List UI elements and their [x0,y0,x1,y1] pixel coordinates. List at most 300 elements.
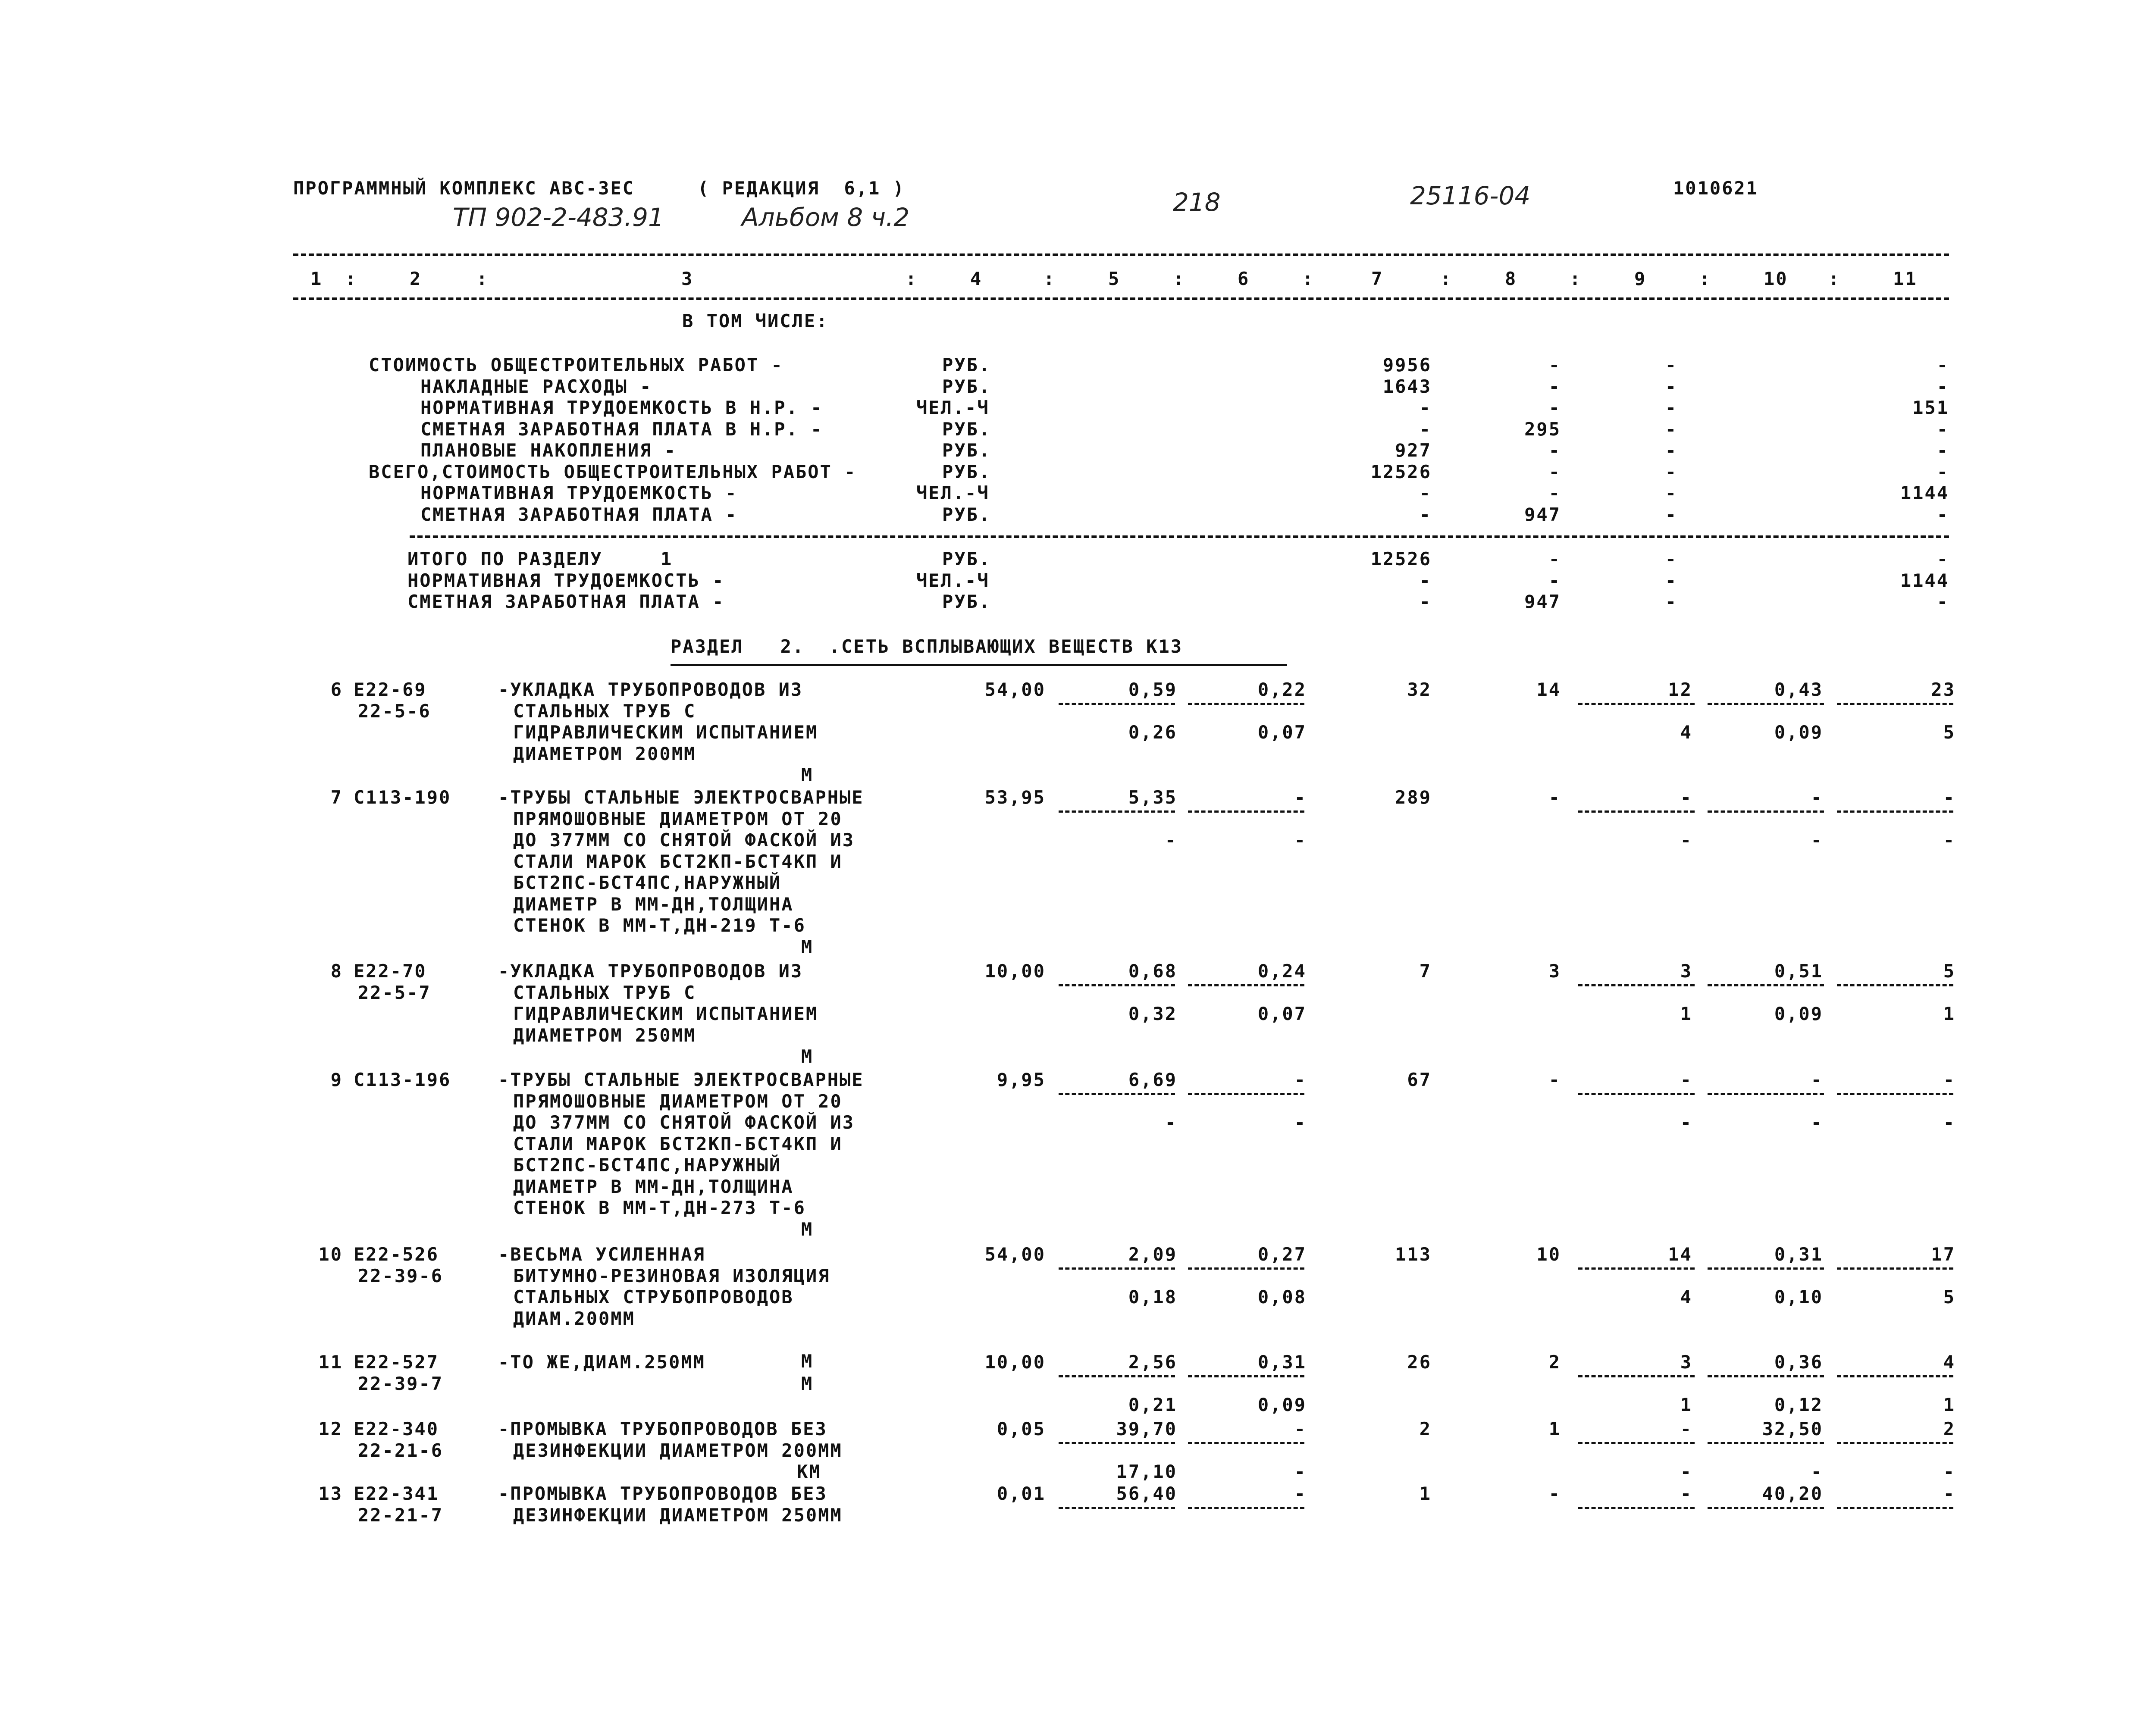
item-description-line: СТАЛЬНЫХ СТРУБОПРОВОДОВ [513,1286,794,1308]
item-col9: 3 [1680,961,1692,982]
item-unit-cost: 6,69 [1128,1069,1177,1090]
tp-number-handwritten: ТП 902-2-483.91 [453,203,664,232]
column-separator: : [1440,268,1453,289]
total-col9: - [1665,591,1677,612]
summary-col8: - [1548,397,1561,418]
summary-unit: РУБ. [942,461,991,482]
item-total-cost: 113 [1395,1244,1432,1265]
item-description-line: СТАЛИ МАРОК БСТ2КП-БСТ4КП И [513,851,843,872]
item-description-line: -ТРУБЫ СТАЛЬНЫЕ ЭЛЕКТРОСВАРНЫЕ [498,1069,864,1090]
item-total-wage: - [1548,1483,1561,1504]
item-unit-wage-secondary: - [1294,1461,1307,1482]
item-unit: М [801,764,814,785]
summary-label: СМЕТНАЯ ЗАРАБОТНАЯ ПЛАТА - [420,504,738,525]
item-unit-wage: 0,22 [1257,679,1307,700]
item-quantity: 0,01 [997,1483,1046,1504]
item-number: 10 [318,1244,343,1265]
column-separator: : [1570,268,1582,289]
item-separator [1578,1375,1695,1377]
item-quantity: 54,00 [984,679,1046,700]
item-separator [1578,1442,1695,1444]
item-quantity: 9,95 [997,1069,1046,1090]
item-quantity: 10,00 [984,1352,1046,1373]
total-col8: 947 [1524,591,1561,612]
summary-col11: 151 [1912,397,1949,418]
item-col11-secondary: 5 [1943,1286,1955,1308]
header-bottom-rule [293,297,1949,300]
total-col7: 12526 [1370,548,1432,569]
summary-col11: 1144 [1900,482,1949,504]
item-description-line: -ТРУБЫ СТАЛЬНЫЕ ЭЛЕКТРОСВАРНЫЕ [498,787,864,808]
item-subcode: 22-21-7 [358,1504,444,1526]
item-total-cost: 7 [1419,961,1432,982]
summary-col8: - [1548,461,1561,482]
item-col9-secondary: 1 [1680,1003,1692,1024]
item-unit: М [801,1046,814,1067]
summary-col8: - [1548,482,1561,504]
column-number: 10 [1764,268,1788,289]
column-number: 6 [1238,268,1250,289]
summary-unit: ЧЕЛ.-Ч [916,482,990,504]
item-unit-wage-secondary: 0,08 [1257,1286,1307,1308]
item-separator [1059,810,1175,813]
total-label: НОРМАТИВНАЯ ТРУДОЕМКОСТЬ - [407,569,725,591]
item-col10: 40,20 [1762,1483,1823,1504]
summary-separator [410,535,1949,538]
item-description-line: ДИАМЕТРОМ 200ММ [513,743,696,764]
item-unit-cost: 2,56 [1128,1352,1177,1373]
summary-label: ПЛАНОВЫЕ НАКОПЛЕНИЯ - [420,440,677,461]
item-unit-cost: 5,35 [1128,787,1177,808]
item-unit: М [801,936,814,957]
item-unit-cost: 39,70 [1116,1418,1177,1439]
summary-unit: РУБ. [942,375,991,397]
item-col9-secondary: - [1680,829,1692,851]
item-col9-secondary: 4 [1680,722,1692,743]
item-separator [1578,984,1695,986]
item-col11-secondary: - [1943,1461,1955,1482]
summary-col8: - [1548,375,1561,397]
item-total-wage: - [1548,787,1561,808]
item-separator [1708,1093,1824,1095]
summary-label: НАКЛАДНЫЕ РАСХОДЫ - [420,375,652,397]
item-col11: - [1943,1069,1955,1090]
total-section-number: 1 [661,548,673,569]
item-total-wage: - [1548,1069,1561,1090]
document-code: 1010621 [1673,178,1759,199]
item-separator [1837,1507,1953,1509]
column-separator: : [906,268,918,289]
item-separator [1188,1375,1304,1377]
summary-col11: - [1937,354,1949,375]
item-description-line: ДИАМ.200ММ [513,1308,635,1329]
item-col9: - [1680,1483,1692,1504]
column-separator: : [476,268,489,289]
item-separator [1188,984,1304,986]
item-col11: - [1943,1483,1955,1504]
item-description-line: ДО 377ММ СО СНЯТОЙ ФАСКОЙ ИЗ [513,829,855,851]
item-separator [1708,1507,1824,1509]
item-unit-cost-secondary: 0,18 [1128,1286,1177,1308]
item-number: 12 [318,1418,343,1439]
total-col11: - [1937,591,1949,612]
item-description-line: ГИДРАВЛИЧЕСКИМ ИСПЫТАНИЕМ [513,722,818,743]
item-col11: - [1943,787,1955,808]
summary-col7: 9956 [1382,354,1432,375]
item-unit: М [801,1350,814,1372]
item-unit-cost-secondary: - [1165,1112,1177,1133]
item-col10-secondary: 0,09 [1774,722,1823,743]
summary-col9: - [1665,375,1677,397]
column-separator: : [1828,268,1841,289]
column-number: 3 [681,268,694,289]
item-col9: - [1680,787,1692,808]
item-subcode: 22-5-6 [358,700,431,722]
item-code: Е22-69 [354,679,427,700]
item-separator [1578,703,1695,705]
item-unit-wage: - [1294,1483,1307,1504]
item-unit-wage-secondary: - [1294,829,1307,851]
item-separator [1837,703,1953,705]
item-col9-secondary: - [1680,1112,1692,1133]
item-col10-secondary: - [1811,1112,1823,1133]
item-total-wage: 2 [1548,1352,1561,1373]
section-title-underline [671,664,1287,666]
column-number: 11 [1893,268,1918,289]
item-col11: 17 [1931,1244,1955,1265]
item-description-line: ДИАМЕТРОМ 250ММ [513,1024,696,1046]
item-separator [1059,1267,1175,1270]
item-total-wage: 10 [1536,1244,1561,1265]
item-unit-wage-secondary: - [1294,1112,1307,1133]
item-col9: 3 [1680,1352,1692,1373]
item-unit-cost: 56,40 [1116,1483,1177,1504]
summary-col11: - [1937,440,1949,461]
item-separator [1059,1507,1175,1509]
item-description-line: СТЕНОК В ММ-Т,ДН-219 Т-6 [513,915,806,936]
item-total-cost: 1 [1419,1483,1432,1504]
item-description-line: ПРЯМОШОВНЫЕ ДИАМЕТРОМ ОТ 20 [513,1090,843,1112]
column-number: 2 [410,268,422,289]
column-number: 7 [1371,268,1384,289]
item-code: Е22-526 [354,1244,439,1265]
item-separator [1059,1093,1175,1095]
total-label: ИТОГО ПО РАЗДЕЛУ [407,548,603,569]
column-number: 8 [1505,268,1517,289]
item-col10: 0,36 [1774,1352,1823,1373]
edition-label: ( РЕДАКЦИЯ 6,1 ) [698,178,905,199]
item-col9-secondary: 4 [1680,1286,1692,1308]
column-separator: : [1699,268,1711,289]
item-total-cost: 2 [1419,1418,1432,1439]
item-code: Е22-70 [354,961,427,982]
item-col11-secondary: 1 [1943,1394,1955,1415]
column-separator: : [1302,268,1315,289]
item-separator [1708,984,1824,986]
total-col9: - [1665,548,1677,569]
summary-unit: РУБ. [942,504,991,525]
item-description-line: СТАЛЬНЫХ ТРУБ С [513,982,696,1003]
total-unit: РУБ. [942,548,991,569]
summary-col7: 12526 [1370,461,1432,482]
item-col9: - [1680,1418,1692,1439]
item-col10-secondary: - [1811,1461,1823,1482]
item-quantity: 53,95 [984,787,1046,808]
item-col11: 4 [1943,1352,1955,1373]
item-unit-wage-secondary: 0,09 [1257,1394,1307,1415]
total-unit: РУБ. [942,591,991,612]
summary-col7: - [1419,397,1432,418]
summary-col9: - [1665,354,1677,375]
item-description-line: ПРЯМОШОВНЫЕ ДИАМЕТРОМ ОТ 20 [513,808,843,829]
item-unit: М [801,1218,814,1240]
item-separator [1578,1267,1695,1270]
item-description-line: ДИАМЕТР В ММ-ДН,ТОЛЩИНА [513,1176,794,1197]
item-code: Е22-340 [354,1418,439,1439]
item-description-line: -ВЕСЬМА УСИЛЕННАЯ [498,1244,705,1265]
item-subcode: 22-5-7 [358,982,431,1003]
item-code: С113-190 [354,787,451,808]
summary-col8: - [1548,354,1561,375]
item-unit-cost-secondary: 0,32 [1128,1003,1177,1024]
item-description-line: БСТ2ПС-БСТ4ПС,НАРУЖНЫЙ [513,1155,782,1176]
item-description-line: -УКЛАДКА ТРУБОПРОВОДОВ ИЗ [498,679,803,700]
total-col11: 1144 [1900,569,1949,591]
item-separator [1188,1507,1304,1509]
item-description-line: ДИАМЕТР В ММ-ДН,ТОЛЩИНА [513,893,794,915]
summary-col11: - [1937,418,1949,440]
item-separator [1188,703,1304,705]
summary-col8: 947 [1524,504,1561,525]
item-unit-wage: 0,24 [1257,961,1307,982]
column-separator: : [1173,268,1185,289]
item-col10-secondary: 0,09 [1774,1003,1823,1024]
item-code: Е22-527 [354,1352,439,1373]
item-col9: 14 [1668,1244,1692,1265]
item-separator [1188,1267,1304,1270]
item-description-line: СТАЛИ МАРОК БСТ2КП-БСТ4КП И [513,1133,843,1155]
item-quantity: 54,00 [984,1244,1046,1265]
item-total-cost: 289 [1395,787,1432,808]
item-col10-secondary: 0,12 [1774,1394,1823,1415]
item-number: 11 [318,1352,343,1373]
summary-label: СТОИМОСТЬ ОБЩЕСТРОИТЕЛЬНЫХ РАБОТ - [369,354,783,375]
item-description-line: -УКЛАДКА ТРУБОПРОВОДОВ ИЗ [498,961,803,982]
section-title: РАЗДЕЛ 2. .СЕТЬ ВСПЛЫВАЮЩИХ ВЕЩЕСТВ К13 [671,636,1183,657]
column-number: 1 [310,268,323,289]
item-unit-cost: 0,59 [1128,679,1177,700]
item-number: 6 [330,679,343,700]
summary-col7: 1643 [1382,375,1432,397]
item-col10: - [1811,1069,1823,1090]
item-separator [1708,1442,1824,1444]
item-subcode: 22-21-6 [358,1439,444,1461]
item-separator [1188,1442,1304,1444]
item-separator [1837,984,1953,986]
column-separator: : [1044,268,1056,289]
item-col11: 5 [1943,961,1955,982]
item-separator [1837,1093,1953,1095]
item-separator [1188,810,1304,813]
item-separator [1708,1267,1824,1270]
item-number: 9 [330,1069,343,1090]
header-top-rule [293,253,1949,256]
total-col7: - [1419,591,1432,612]
total-col8: - [1548,569,1561,591]
item-description-line: БИТУМНО-РЕЗИНОВАЯ ИЗОЛЯЦИЯ [513,1265,830,1286]
item-col10: 0,51 [1774,961,1823,982]
summary-col9: - [1665,504,1677,525]
summary-label: СМЕТНАЯ ЗАРАБОТНАЯ ПЛАТА В Н.Р. - [420,418,823,440]
summary-unit: ЧЕЛ.-Ч [916,397,990,418]
item-unit-cost: 2,09 [1128,1244,1177,1265]
item-total-cost: 67 [1407,1069,1432,1090]
summary-col7: - [1419,482,1432,504]
item-description-line: ГИДРАВЛИЧЕСКИМ ИСПЫТАНИЕМ [513,1003,818,1024]
item-quantity: 0,05 [997,1418,1046,1439]
summary-label: НОРМАТИВНАЯ ТРУДОЕМКОСТЬ - [420,482,738,504]
item-number: 7 [330,787,343,808]
item-unit-cost-secondary: 0,26 [1128,722,1177,743]
item-separator [1708,703,1824,705]
summary-unit: РУБ. [942,440,991,461]
total-col7: - [1419,569,1432,591]
item-description-line: ДЕЗИНФЕКЦИИ ДИАМЕТРОМ 250ММ [513,1504,843,1526]
total-col9: - [1665,569,1677,591]
summary-col7: - [1419,504,1432,525]
item-total-cost: 32 [1407,679,1432,700]
item-col10: 0,43 [1774,679,1823,700]
item-unit-wage-secondary: 0,07 [1257,1003,1307,1024]
item-unit-cost-secondary: 0,21 [1128,1394,1177,1415]
item-separator [1578,1093,1695,1095]
item-description-line: СТАЛЬНЫХ ТРУБ С [513,700,696,722]
item-unit: М [801,1373,814,1394]
program-title: ПРОГРАММНЫЙ КОМПЛЕКС АВС-ЗЕС [293,178,635,199]
item-separator [1059,1442,1175,1444]
summary-col9: - [1665,440,1677,461]
document-number-handwritten: 25116-04 [1410,181,1531,210]
album-handwritten: Альбом 8 ч.2 [742,203,910,232]
summary-col7: - [1419,418,1432,440]
item-code: С113-196 [354,1069,451,1090]
item-unit-wage: - [1294,1418,1307,1439]
item-unit-wage-secondary: 0,07 [1257,722,1307,743]
item-unit-cost: 0,68 [1128,961,1177,982]
item-separator [1837,1442,1953,1444]
summary-col9: - [1665,397,1677,418]
item-separator [1837,810,1953,813]
item-separator [1578,1507,1695,1509]
item-unit-cost-secondary: - [1165,829,1177,851]
item-col10: 0,31 [1774,1244,1823,1265]
item-unit: КМ [797,1461,821,1482]
item-col10: - [1811,787,1823,808]
column-number: 5 [1108,268,1121,289]
item-col11: 2 [1943,1418,1955,1439]
total-col11: - [1937,548,1949,569]
item-description-line: -ТО ЖЕ,ДИАМ.250ММ [498,1352,705,1373]
item-col9: 12 [1668,679,1692,700]
item-unit-wage: - [1294,1069,1307,1090]
summary-unit: РУБ. [942,418,991,440]
page-number-handwritten: 218 [1173,188,1221,217]
summary-col9: - [1665,482,1677,504]
item-description-line: -ПРОМЫВКА ТРУБОПРОВОДОВ БЕЗ [498,1483,827,1504]
item-description-line: -ПРОМЫВКА ТРУБОПРОВОДОВ БЕЗ [498,1418,827,1439]
item-description-line: БСТ2ПС-БСТ4ПС,НАРУЖНЫЙ [513,872,782,893]
summary-col9: - [1665,418,1677,440]
total-label: СМЕТНАЯ ЗАРАБОТНАЯ ПЛАТА - [407,591,725,612]
summary-label: НОРМАТИВНАЯ ТРУДОЕМКОСТЬ В Н.Р. - [420,397,823,418]
summary-col11: - [1937,461,1949,482]
column-number: 4 [970,268,983,289]
item-col11-secondary: - [1943,829,1955,851]
item-description-line: СТЕНОК В ММ-Т,ДН-273 Т-6 [513,1197,806,1218]
item-col11-secondary: 1 [1943,1003,1955,1024]
summary-col8: - [1548,440,1561,461]
item-col9: - [1680,1069,1692,1090]
item-total-cost: 26 [1407,1352,1432,1373]
item-separator [1059,1375,1175,1377]
item-col10-secondary: 0,10 [1774,1286,1823,1308]
item-total-wage: 1 [1548,1418,1561,1439]
item-total-wage: 14 [1536,679,1561,700]
item-unit-wage: - [1294,787,1307,808]
summary-col8: 295 [1524,418,1561,440]
item-col9-secondary: - [1680,1461,1692,1482]
item-description-line: ДО 377ММ СО СНЯТОЙ ФАСКОЙ ИЗ [513,1112,855,1133]
item-separator [1837,1375,1953,1377]
total-unit: ЧЕЛ.-Ч [916,569,990,591]
item-separator [1708,1375,1824,1377]
including-label: В ТОМ ЧИСЛЕ: [682,310,829,332]
item-separator [1059,703,1175,705]
item-total-wage: 3 [1548,961,1561,982]
item-number: 8 [330,961,343,982]
item-separator [1578,810,1695,813]
item-unit-wage: 0,31 [1257,1352,1307,1373]
summary-unit: РУБ. [942,354,991,375]
summary-col11: - [1937,375,1949,397]
item-separator [1059,984,1175,986]
item-description-line: ДЕЗИНФЕКЦИИ ДИАМЕТРОМ 200ММ [513,1439,843,1461]
item-unit-cost-secondary: 17,10 [1116,1461,1177,1482]
item-col11-secondary: 5 [1943,722,1955,743]
summary-col9: - [1665,461,1677,482]
column-number: 9 [1634,268,1647,289]
item-separator [1837,1267,1953,1270]
summary-col7: 927 [1395,440,1432,461]
item-col11: 23 [1931,679,1955,700]
item-quantity: 10,00 [984,961,1046,982]
item-col11-secondary: - [1943,1112,1955,1133]
item-separator [1708,810,1824,813]
item-col10-secondary: - [1811,829,1823,851]
column-separator: : [345,268,357,289]
item-number: 13 [318,1483,343,1504]
item-col10: 32,50 [1762,1418,1823,1439]
summary-col11: - [1937,504,1949,525]
item-code: Е22-341 [354,1483,439,1504]
summary-label: ВСЕГО,СТОИМОСТЬ ОБЩЕСТРОИТЕЛЬНЫХ РАБОТ - [369,461,857,482]
item-col9-secondary: 1 [1680,1394,1692,1415]
item-subcode: 22-39-6 [358,1265,444,1286]
item-subcode: 22-39-7 [358,1373,444,1394]
item-unit-wage: 0,27 [1257,1244,1307,1265]
total-col8: - [1548,548,1561,569]
item-separator [1188,1093,1304,1095]
